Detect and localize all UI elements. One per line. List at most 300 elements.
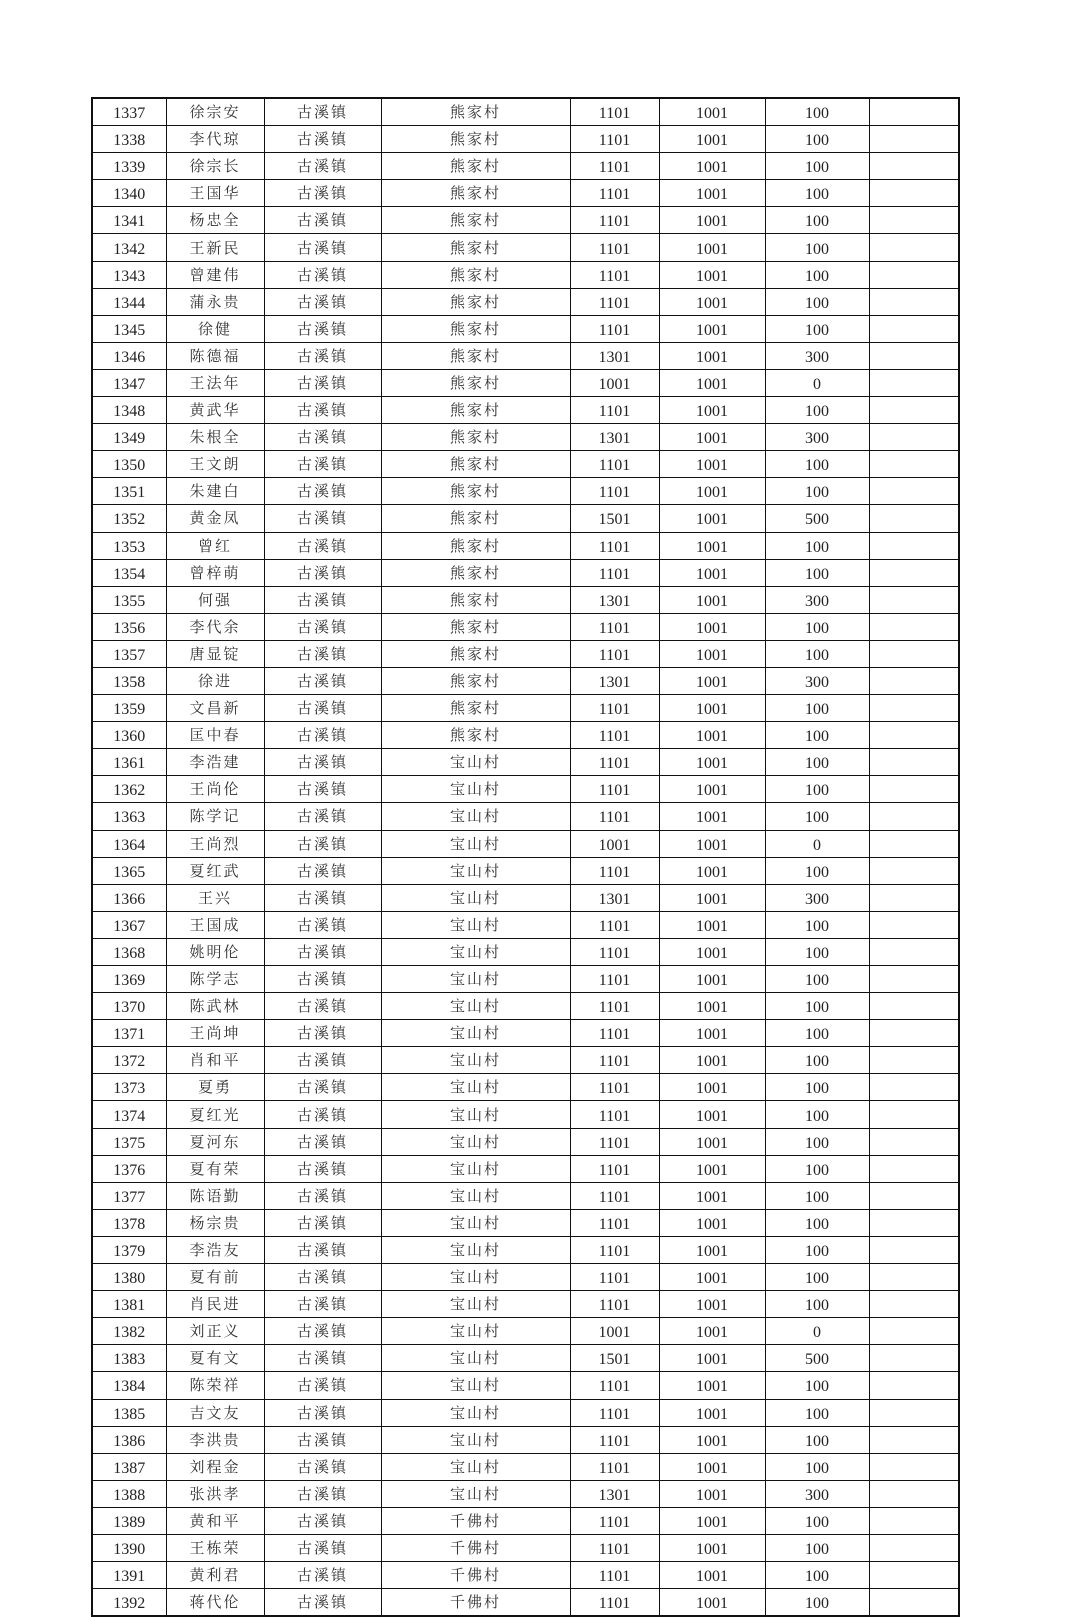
name-cell: 王法年 bbox=[166, 369, 264, 396]
amount-cell: 100 bbox=[765, 1236, 869, 1263]
row-number-cell: 1355 bbox=[92, 586, 166, 613]
remark-cell bbox=[869, 153, 959, 180]
remark-cell bbox=[869, 98, 959, 126]
code-b-cell: 1001 bbox=[659, 1074, 765, 1101]
remark-cell bbox=[869, 397, 959, 424]
name-cell: 李代琼 bbox=[166, 126, 264, 153]
remark-cell bbox=[869, 749, 959, 776]
table-row bbox=[92, 315, 959, 342]
village-cell: 熊家村 bbox=[381, 126, 570, 153]
code-b-cell: 1001 bbox=[659, 938, 765, 965]
code-b-cell: 1001 bbox=[659, 803, 765, 830]
village-cell: 熊家村 bbox=[381, 613, 570, 640]
table-row bbox=[92, 1318, 959, 1345]
code-b-cell: 1001 bbox=[659, 1128, 765, 1155]
name-cell: 陈学志 bbox=[166, 966, 264, 993]
code-b-cell: 1001 bbox=[659, 1236, 765, 1263]
code-a-cell: 1101 bbox=[570, 397, 659, 424]
row-number-cell: 1364 bbox=[92, 830, 166, 857]
code-a-cell: 1101 bbox=[570, 1534, 659, 1561]
code-b-cell: 1001 bbox=[659, 397, 765, 424]
table-row bbox=[92, 749, 959, 776]
name-cell: 张洪孝 bbox=[166, 1480, 264, 1507]
name-cell: 王尚坤 bbox=[166, 1020, 264, 1047]
amount-cell: 100 bbox=[765, 234, 869, 261]
table-row bbox=[92, 857, 959, 884]
town-cell: 古溪镇 bbox=[264, 1589, 381, 1617]
amount-cell: 300 bbox=[765, 1480, 869, 1507]
code-b-cell: 1001 bbox=[659, 695, 765, 722]
code-a-cell: 1101 bbox=[570, 722, 659, 749]
code-a-cell: 1101 bbox=[570, 1182, 659, 1209]
town-cell: 古溪镇 bbox=[264, 478, 381, 505]
row-number-cell: 1391 bbox=[92, 1562, 166, 1589]
table-row bbox=[92, 369, 959, 396]
row-number-cell: 1378 bbox=[92, 1209, 166, 1236]
amount-cell: 100 bbox=[765, 1182, 869, 1209]
code-a-cell: 1101 bbox=[570, 1507, 659, 1534]
row-number-cell: 1379 bbox=[92, 1236, 166, 1263]
village-cell: 宝山村 bbox=[381, 1155, 570, 1182]
village-cell: 熊家村 bbox=[381, 722, 570, 749]
name-cell: 唐显锭 bbox=[166, 640, 264, 667]
village-cell: 熊家村 bbox=[381, 451, 570, 478]
remark-cell bbox=[869, 234, 959, 261]
name-cell: 夏勇 bbox=[166, 1074, 264, 1101]
remark-cell bbox=[869, 830, 959, 857]
town-cell: 古溪镇 bbox=[264, 803, 381, 830]
amount-cell: 100 bbox=[765, 180, 869, 207]
row-number-cell: 1343 bbox=[92, 261, 166, 288]
remark-cell bbox=[869, 288, 959, 315]
code-b-cell: 1001 bbox=[659, 993, 765, 1020]
code-b-cell: 1001 bbox=[659, 180, 765, 207]
code-a-cell: 1101 bbox=[570, 207, 659, 234]
village-cell: 熊家村 bbox=[381, 667, 570, 694]
name-cell: 陈武林 bbox=[166, 993, 264, 1020]
village-cell: 宝山村 bbox=[381, 749, 570, 776]
remark-cell bbox=[869, 1101, 959, 1128]
table-row bbox=[92, 1209, 959, 1236]
town-cell: 古溪镇 bbox=[264, 1047, 381, 1074]
table-row bbox=[92, 993, 959, 1020]
row-number-cell: 1367 bbox=[92, 911, 166, 938]
row-number-cell: 1348 bbox=[92, 397, 166, 424]
amount-cell: 0 bbox=[765, 369, 869, 396]
code-b-cell: 1001 bbox=[659, 1047, 765, 1074]
amount-cell: 100 bbox=[765, 695, 869, 722]
table-row bbox=[92, 153, 959, 180]
code-a-cell: 1101 bbox=[570, 1020, 659, 1047]
row-number-cell: 1362 bbox=[92, 776, 166, 803]
table-row bbox=[92, 911, 959, 938]
row-number-cell: 1337 bbox=[92, 98, 166, 126]
name-cell: 吉文友 bbox=[166, 1399, 264, 1426]
town-cell: 古溪镇 bbox=[264, 1318, 381, 1345]
table-row bbox=[92, 1182, 959, 1209]
code-a-cell: 1101 bbox=[570, 613, 659, 640]
row-number-cell: 1354 bbox=[92, 559, 166, 586]
table-row bbox=[92, 288, 959, 315]
code-b-cell: 1001 bbox=[659, 1291, 765, 1318]
amount-cell: 100 bbox=[765, 315, 869, 342]
code-b-cell: 1001 bbox=[659, 153, 765, 180]
remark-cell bbox=[869, 424, 959, 451]
table-row bbox=[92, 424, 959, 451]
code-a-cell: 1301 bbox=[570, 342, 659, 369]
table-row bbox=[92, 1047, 959, 1074]
town-cell: 古溪镇 bbox=[264, 1562, 381, 1589]
table-row bbox=[92, 207, 959, 234]
code-a-cell: 1101 bbox=[570, 1399, 659, 1426]
name-cell: 王国华 bbox=[166, 180, 264, 207]
code-b-cell: 1001 bbox=[659, 424, 765, 451]
remark-cell bbox=[869, 559, 959, 586]
table-row bbox=[92, 884, 959, 911]
town-cell: 古溪镇 bbox=[264, 126, 381, 153]
code-a-cell: 1501 bbox=[570, 505, 659, 532]
row-number-cell: 1372 bbox=[92, 1047, 166, 1074]
table-row bbox=[92, 1264, 959, 1291]
table-row bbox=[92, 1291, 959, 1318]
code-b-cell: 1001 bbox=[659, 1155, 765, 1182]
code-a-cell: 1101 bbox=[570, 315, 659, 342]
town-cell: 古溪镇 bbox=[264, 288, 381, 315]
remark-cell bbox=[869, 1020, 959, 1047]
row-number-cell: 1356 bbox=[92, 613, 166, 640]
town-cell: 古溪镇 bbox=[264, 776, 381, 803]
town-cell: 古溪镇 bbox=[264, 1345, 381, 1372]
code-b-cell: 1001 bbox=[659, 234, 765, 261]
town-cell: 古溪镇 bbox=[264, 857, 381, 884]
name-cell: 朱根全 bbox=[166, 424, 264, 451]
amount-cell: 300 bbox=[765, 667, 869, 694]
town-cell: 古溪镇 bbox=[264, 586, 381, 613]
table-row bbox=[92, 722, 959, 749]
table-row bbox=[92, 451, 959, 478]
code-b-cell: 1001 bbox=[659, 126, 765, 153]
amount-cell: 500 bbox=[765, 505, 869, 532]
remark-cell bbox=[869, 803, 959, 830]
town-cell: 古溪镇 bbox=[264, 342, 381, 369]
row-number-cell: 1338 bbox=[92, 126, 166, 153]
name-cell: 曾梓萌 bbox=[166, 559, 264, 586]
name-cell: 徐宗安 bbox=[166, 98, 264, 126]
amount-cell: 100 bbox=[765, 993, 869, 1020]
remark-cell bbox=[869, 1047, 959, 1074]
code-a-cell: 1101 bbox=[570, 180, 659, 207]
village-cell: 熊家村 bbox=[381, 559, 570, 586]
name-cell: 王文朗 bbox=[166, 451, 264, 478]
amount-cell: 100 bbox=[765, 1562, 869, 1589]
code-a-cell: 1101 bbox=[570, 1372, 659, 1399]
town-cell: 古溪镇 bbox=[264, 369, 381, 396]
town-cell: 古溪镇 bbox=[264, 1236, 381, 1263]
town-cell: 古溪镇 bbox=[264, 695, 381, 722]
row-number-cell: 1388 bbox=[92, 1480, 166, 1507]
name-cell: 姚明伦 bbox=[166, 938, 264, 965]
code-b-cell: 1001 bbox=[659, 830, 765, 857]
amount-cell: 300 bbox=[765, 424, 869, 451]
row-number-cell: 1373 bbox=[92, 1074, 166, 1101]
name-cell: 徐健 bbox=[166, 315, 264, 342]
village-cell: 宝山村 bbox=[381, 1101, 570, 1128]
town-cell: 古溪镇 bbox=[264, 180, 381, 207]
village-cell: 熊家村 bbox=[381, 234, 570, 261]
remark-cell bbox=[869, 911, 959, 938]
village-cell: 熊家村 bbox=[381, 586, 570, 613]
town-cell: 古溪镇 bbox=[264, 722, 381, 749]
village-cell: 宝山村 bbox=[381, 1372, 570, 1399]
name-cell: 刘正义 bbox=[166, 1318, 264, 1345]
amount-cell: 100 bbox=[765, 776, 869, 803]
code-a-cell: 1301 bbox=[570, 1480, 659, 1507]
table-row bbox=[92, 1589, 959, 1617]
code-b-cell: 1001 bbox=[659, 857, 765, 884]
table-row bbox=[92, 667, 959, 694]
code-a-cell: 1101 bbox=[570, 532, 659, 559]
amount-cell: 100 bbox=[765, 451, 869, 478]
row-number-cell: 1369 bbox=[92, 966, 166, 993]
row-number-cell: 1371 bbox=[92, 1020, 166, 1047]
code-a-cell: 1101 bbox=[570, 451, 659, 478]
name-cell: 何强 bbox=[166, 586, 264, 613]
amount-cell: 100 bbox=[765, 1101, 869, 1128]
code-b-cell: 1001 bbox=[659, 1534, 765, 1561]
table-row bbox=[92, 1399, 959, 1426]
remark-cell bbox=[869, 1453, 959, 1480]
code-a-cell: 1101 bbox=[570, 993, 659, 1020]
remark-cell bbox=[869, 1264, 959, 1291]
town-cell: 古溪镇 bbox=[264, 640, 381, 667]
code-b-cell: 1001 bbox=[659, 1182, 765, 1209]
table-row bbox=[92, 234, 959, 261]
remark-cell bbox=[869, 207, 959, 234]
code-a-cell: 1101 bbox=[570, 938, 659, 965]
amount-cell: 100 bbox=[765, 1209, 869, 1236]
town-cell: 古溪镇 bbox=[264, 1101, 381, 1128]
amount-cell: 100 bbox=[765, 1047, 869, 1074]
name-cell: 陈学记 bbox=[166, 803, 264, 830]
table-row bbox=[92, 478, 959, 505]
code-a-cell: 1101 bbox=[570, 1047, 659, 1074]
name-cell: 黄金凤 bbox=[166, 505, 264, 532]
row-number-cell: 1345 bbox=[92, 315, 166, 342]
village-cell: 宝山村 bbox=[381, 1128, 570, 1155]
amount-cell: 100 bbox=[765, 98, 869, 126]
amount-cell: 100 bbox=[765, 803, 869, 830]
amount-cell: 100 bbox=[765, 1453, 869, 1480]
code-b-cell: 1001 bbox=[659, 1562, 765, 1589]
code-b-cell: 1001 bbox=[659, 911, 765, 938]
remark-cell bbox=[869, 1209, 959, 1236]
row-number-cell: 1352 bbox=[92, 505, 166, 532]
town-cell: 古溪镇 bbox=[264, 613, 381, 640]
code-b-cell: 1001 bbox=[659, 640, 765, 667]
table-row bbox=[92, 342, 959, 369]
name-cell: 曾红 bbox=[166, 532, 264, 559]
village-cell: 宝山村 bbox=[381, 1074, 570, 1101]
remark-cell bbox=[869, 1128, 959, 1155]
remark-cell bbox=[869, 1562, 959, 1589]
code-b-cell: 1001 bbox=[659, 1399, 765, 1426]
amount-cell: 100 bbox=[765, 153, 869, 180]
village-cell: 宝山村 bbox=[381, 1426, 570, 1453]
amount-cell: 100 bbox=[765, 966, 869, 993]
code-a-cell: 1101 bbox=[570, 1209, 659, 1236]
row-number-cell: 1376 bbox=[92, 1155, 166, 1182]
row-number-cell: 1344 bbox=[92, 288, 166, 315]
name-cell: 匡中春 bbox=[166, 722, 264, 749]
row-number-cell: 1366 bbox=[92, 884, 166, 911]
name-cell: 徐宗长 bbox=[166, 153, 264, 180]
row-number-cell: 1341 bbox=[92, 207, 166, 234]
village-cell: 熊家村 bbox=[381, 342, 570, 369]
code-a-cell: 1001 bbox=[570, 369, 659, 396]
code-b-cell: 1001 bbox=[659, 261, 765, 288]
row-number-cell: 1349 bbox=[92, 424, 166, 451]
village-cell: 宝山村 bbox=[381, 1047, 570, 1074]
code-b-cell: 1001 bbox=[659, 966, 765, 993]
village-cell: 熊家村 bbox=[381, 261, 570, 288]
amount-cell: 100 bbox=[765, 749, 869, 776]
name-cell: 李浩建 bbox=[166, 749, 264, 776]
amount-cell: 300 bbox=[765, 342, 869, 369]
village-cell: 熊家村 bbox=[381, 695, 570, 722]
row-number-cell: 1382 bbox=[92, 1318, 166, 1345]
amount-cell: 100 bbox=[765, 1291, 869, 1318]
code-a-cell: 1101 bbox=[570, 288, 659, 315]
name-cell: 王尚伦 bbox=[166, 776, 264, 803]
name-cell: 曾建伟 bbox=[166, 261, 264, 288]
amount-cell: 100 bbox=[765, 288, 869, 315]
code-b-cell: 1001 bbox=[659, 478, 765, 505]
village-cell: 熊家村 bbox=[381, 180, 570, 207]
name-cell: 文昌新 bbox=[166, 695, 264, 722]
code-b-cell: 1001 bbox=[659, 776, 765, 803]
village-cell: 熊家村 bbox=[381, 532, 570, 559]
name-cell: 黄和平 bbox=[166, 1507, 264, 1534]
row-number-cell: 1384 bbox=[92, 1372, 166, 1399]
remark-cell bbox=[869, 1534, 959, 1561]
remark-cell bbox=[869, 857, 959, 884]
name-cell: 杨宗贵 bbox=[166, 1209, 264, 1236]
town-cell: 古溪镇 bbox=[264, 966, 381, 993]
village-cell: 宝山村 bbox=[381, 1020, 570, 1047]
row-number-cell: 1358 bbox=[92, 667, 166, 694]
village-cell: 宝山村 bbox=[381, 1345, 570, 1372]
code-a-cell: 1101 bbox=[570, 478, 659, 505]
town-cell: 古溪镇 bbox=[264, 1264, 381, 1291]
table-row bbox=[92, 1453, 959, 1480]
remark-cell bbox=[869, 1399, 959, 1426]
code-b-cell: 1001 bbox=[659, 613, 765, 640]
code-b-cell: 1001 bbox=[659, 1453, 765, 1480]
name-cell: 杨忠全 bbox=[166, 207, 264, 234]
name-cell: 蒋代伦 bbox=[166, 1589, 264, 1617]
code-a-cell: 1101 bbox=[570, 803, 659, 830]
remark-cell bbox=[869, 451, 959, 478]
town-cell: 古溪镇 bbox=[264, 532, 381, 559]
code-b-cell: 1001 bbox=[659, 207, 765, 234]
amount-cell: 100 bbox=[765, 1426, 869, 1453]
table-row bbox=[92, 126, 959, 153]
name-cell: 王尚烈 bbox=[166, 830, 264, 857]
town-cell: 古溪镇 bbox=[264, 993, 381, 1020]
remark-cell bbox=[869, 966, 959, 993]
village-cell: 宝山村 bbox=[381, 911, 570, 938]
row-number-cell: 1340 bbox=[92, 180, 166, 207]
name-cell: 刘程金 bbox=[166, 1453, 264, 1480]
code-a-cell: 1101 bbox=[570, 261, 659, 288]
name-cell: 李洪贵 bbox=[166, 1426, 264, 1453]
town-cell: 古溪镇 bbox=[264, 505, 381, 532]
remark-cell bbox=[869, 532, 959, 559]
amount-cell: 100 bbox=[765, 1534, 869, 1561]
village-cell: 宝山村 bbox=[381, 1399, 570, 1426]
amount-cell: 100 bbox=[765, 1372, 869, 1399]
code-b-cell: 1001 bbox=[659, 315, 765, 342]
code-a-cell: 1101 bbox=[570, 749, 659, 776]
code-a-cell: 1101 bbox=[570, 966, 659, 993]
remark-cell bbox=[869, 993, 959, 1020]
code-a-cell: 1101 bbox=[570, 1426, 659, 1453]
amount-cell: 300 bbox=[765, 884, 869, 911]
town-cell: 古溪镇 bbox=[264, 261, 381, 288]
amount-cell: 100 bbox=[765, 559, 869, 586]
remark-cell bbox=[869, 938, 959, 965]
code-a-cell: 1101 bbox=[570, 153, 659, 180]
code-b-cell: 1001 bbox=[659, 532, 765, 559]
village-cell: 宝山村 bbox=[381, 1236, 570, 1263]
table-row bbox=[92, 1480, 959, 1507]
remark-cell bbox=[869, 1074, 959, 1101]
amount-cell: 100 bbox=[765, 911, 869, 938]
town-cell: 古溪镇 bbox=[264, 153, 381, 180]
code-a-cell: 1101 bbox=[570, 776, 659, 803]
code-a-cell: 1101 bbox=[570, 1236, 659, 1263]
amount-cell: 0 bbox=[765, 830, 869, 857]
amount-cell: 100 bbox=[765, 532, 869, 559]
code-b-cell: 1001 bbox=[659, 1020, 765, 1047]
table-row bbox=[92, 1345, 959, 1372]
village-cell: 宝山村 bbox=[381, 1453, 570, 1480]
table-row bbox=[92, 938, 959, 965]
code-b-cell: 1001 bbox=[659, 1101, 765, 1128]
remark-cell bbox=[869, 505, 959, 532]
code-a-cell: 1501 bbox=[570, 1345, 659, 1372]
amount-cell: 100 bbox=[765, 1399, 869, 1426]
table-row bbox=[92, 640, 959, 667]
table-row bbox=[92, 1020, 959, 1047]
town-cell: 古溪镇 bbox=[264, 397, 381, 424]
remark-cell bbox=[869, 1236, 959, 1263]
town-cell: 古溪镇 bbox=[264, 749, 381, 776]
town-cell: 古溪镇 bbox=[264, 1399, 381, 1426]
code-b-cell: 1001 bbox=[659, 559, 765, 586]
name-cell: 夏有文 bbox=[166, 1345, 264, 1372]
code-b-cell: 1001 bbox=[659, 1589, 765, 1617]
amount-cell: 100 bbox=[765, 1589, 869, 1617]
code-a-cell: 1101 bbox=[570, 640, 659, 667]
row-number-cell: 1361 bbox=[92, 749, 166, 776]
name-cell: 黄武华 bbox=[166, 397, 264, 424]
code-a-cell: 1101 bbox=[570, 126, 659, 153]
amount-cell: 100 bbox=[765, 1264, 869, 1291]
remark-cell bbox=[869, 1318, 959, 1345]
row-number-cell: 1390 bbox=[92, 1534, 166, 1561]
village-cell: 宝山村 bbox=[381, 830, 570, 857]
